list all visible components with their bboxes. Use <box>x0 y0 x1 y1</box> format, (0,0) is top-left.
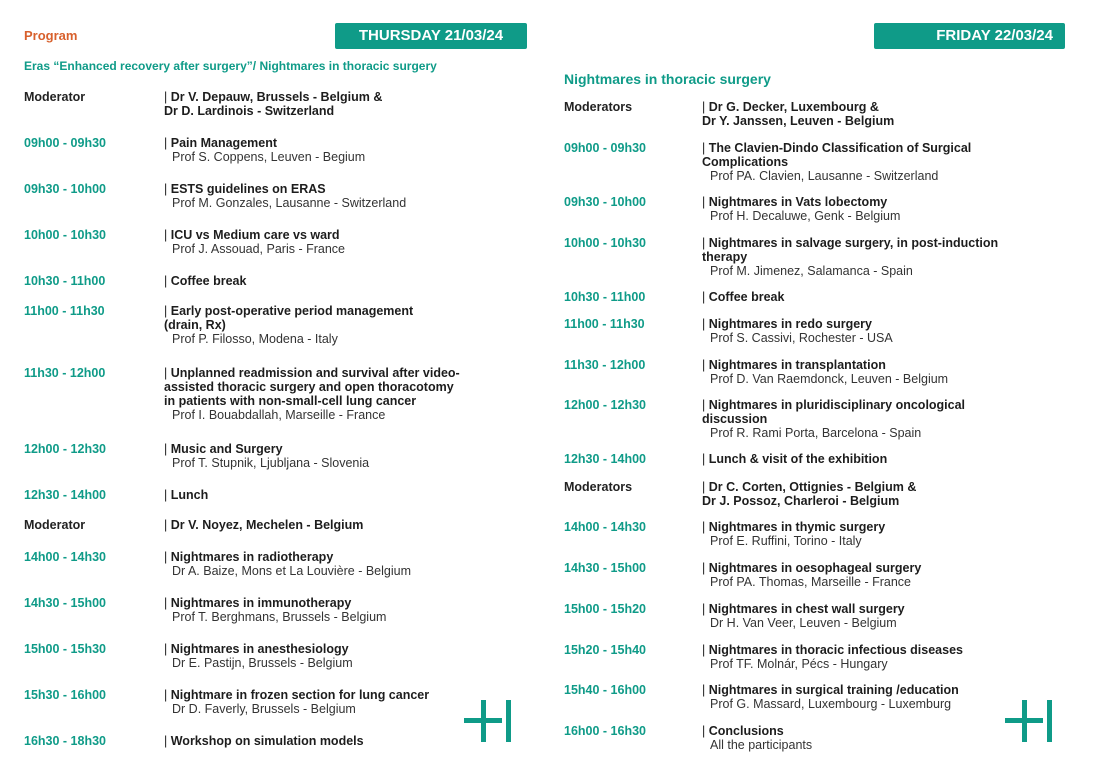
session-title: | Nightmares in chest wall surgery <box>702 602 905 616</box>
session-details <box>164 642 353 670</box>
session-title: | Nightmares in transplantation <box>702 358 948 372</box>
session-title: | Dr V. Depauw, Brussels - Belgium & <box>164 90 382 104</box>
session-details <box>702 683 959 711</box>
session-title: | ICU vs Medium care vs ward <box>164 228 345 242</box>
session-title: | Dr C. Corten, Ottignies - Belgium & <box>702 480 916 494</box>
session-time: Moderator <box>24 518 86 532</box>
session-title: assisted thoracic surgery and open thoracotomy <box>164 380 454 394</box>
plus-bar-logo-icon <box>1005 700 1059 744</box>
session-title: | Nightmares in oesophageal surgery <box>702 561 921 575</box>
session-details <box>702 643 963 671</box>
session-title: Dr D. Lardinois - Switzerland <box>164 104 335 118</box>
session-details <box>702 398 965 440</box>
session-title: | ESTS guidelines on ERAS <box>164 182 406 196</box>
session-speaker: Prof M. Jimenez, Salamanca - Spain <box>710 264 913 278</box>
session-details <box>164 550 411 578</box>
session-speaker: Prof S. Cassivi, Rochester - USA <box>710 331 893 345</box>
plus-bar-logo-icon <box>464 700 518 744</box>
session-title: | Conclusions <box>702 724 812 738</box>
session-speaker: Prof S. Coppens, Leuven - Begium <box>172 150 366 164</box>
session-title: | Nightmares in pluridisciplinary oncological <box>702 398 965 412</box>
session-time: 14h00 - 14h30 <box>24 550 106 564</box>
session-title: | Nightmares in redo surgery <box>702 317 893 331</box>
session-details <box>164 734 364 748</box>
session-speaker: Dr H. Van Veer, Leuven - Belgium <box>710 616 897 630</box>
session-time: 11h30 - 12h00 <box>24 366 106 380</box>
session-speaker: Prof H. Decaluwe, Genk - Belgium <box>710 209 901 223</box>
session-speaker: Prof J. Assouad, Paris - France <box>172 242 345 256</box>
session-details <box>702 195 900 223</box>
session-speaker: All the participants <box>710 738 813 752</box>
session-time: Moderators <box>564 100 633 114</box>
session-time: 09h30 - 10h00 <box>24 182 106 196</box>
session-speaker: Prof T. Stupnik, Ljubljana - Slovenia <box>172 456 370 470</box>
session-time: 16h30 - 18h30 <box>24 734 106 748</box>
session-time: 15h20 - 15h40 <box>564 643 646 657</box>
session-details <box>164 228 345 256</box>
session-details <box>164 442 369 470</box>
session-speaker: Prof TF. Molnár, Pécs - Hungary <box>710 657 888 671</box>
thursday-day-badge: THURSDAY 21/03/24 <box>335 23 527 49</box>
session-title: Dr J. Possoz, Charleroi - Belgium <box>702 494 900 508</box>
session-time: 15h00 - 15h30 <box>24 642 106 656</box>
session-title: | Nightmares in Vats lobectomy <box>702 195 900 209</box>
session-details <box>702 317 893 345</box>
session-title: | Nightmares in thymic surgery <box>702 520 885 534</box>
session-time: 14h30 - 15h00 <box>564 561 646 575</box>
session-speaker: Dr E. Pastijn, Brussels - Belgium <box>172 656 353 670</box>
session-title: Dr Y. Janssen, Leuven - Belgium <box>702 114 895 128</box>
session-time: 12h00 - 12h30 <box>24 442 106 456</box>
session-title: (drain, Rx) <box>164 318 226 332</box>
session-details <box>164 90 382 118</box>
session-speaker: Prof PA. Thomas, Marseille - France <box>710 575 911 589</box>
session-time: Moderators <box>564 480 633 494</box>
session-title: | Coffee break <box>164 274 246 288</box>
thursday-section-title: Eras “Enhanced recovery after surgery”/ Nightmares in thoracic surgery <box>24 59 437 73</box>
session-title: | Dr V. Noyez, Mechelen - Belgium <box>164 518 363 532</box>
session-speaker: Prof PA. Clavien, Lausanne - Switzerland <box>710 169 939 183</box>
session-time: 16h00 - 16h30 <box>564 724 646 738</box>
session-details <box>702 724 812 752</box>
session-title: | Lunch & visit of the exhibition <box>702 452 887 466</box>
session-speaker: Prof I. Bouabdallah, Marseille - France <box>172 408 386 422</box>
session-details <box>702 358 948 386</box>
session-title: | Early post-operative period management <box>164 304 413 318</box>
session-time: 12h30 - 14h00 <box>24 488 106 502</box>
session-speaker: Dr D. Faverly, Brussels - Belgium <box>172 702 356 716</box>
session-details <box>702 100 894 128</box>
session-title: | The Clavien-Dindo Classification of Surgical <box>702 141 971 155</box>
session-time: 11h00 - 11h30 <box>564 317 645 331</box>
session-speaker: Prof P. Filosso, Modena - Italy <box>172 332 338 346</box>
session-time: Moderator <box>24 90 86 104</box>
session-details <box>164 304 413 346</box>
session-speaker: Prof E. Ruffini, Torino - Italy <box>710 534 862 548</box>
session-speaker: Prof M. Gonzales, Lausanne - Switzerland <box>172 196 407 210</box>
session-details <box>164 596 386 624</box>
session-time: 11h30 - 12h00 <box>564 358 646 372</box>
session-title: | Nightmares in immunotherapy <box>164 596 386 610</box>
session-title: | Coffee break <box>702 290 784 304</box>
session-title: | Nightmares in surgical training /education <box>702 683 959 697</box>
session-details <box>164 518 363 532</box>
session-speaker: Prof R. Rami Porta, Barcelona - Spain <box>710 426 922 440</box>
session-title: in patients with non-small-cell lung cancer <box>164 394 417 408</box>
session-details <box>702 141 971 183</box>
session-time: 10h00 - 10h30 <box>24 228 106 242</box>
session-time: 10h00 - 10h30 <box>564 236 646 250</box>
session-time: 14h30 - 15h00 <box>24 596 106 610</box>
session-details <box>702 452 887 466</box>
session-time: 09h30 - 10h00 <box>564 195 646 209</box>
session-details <box>164 274 246 288</box>
session-time: 09h00 - 09h30 <box>564 141 646 155</box>
session-details <box>702 561 921 589</box>
session-speaker: Prof D. Van Raemdonck, Leuven - Belgium <box>710 372 949 386</box>
session-title: | Dr G. Decker, Luxembourg & <box>702 100 894 114</box>
session-details <box>702 236 998 278</box>
session-title: discussion <box>702 412 768 426</box>
session-details <box>164 182 406 210</box>
session-time: 12h30 - 14h00 <box>564 452 646 466</box>
session-speaker: Dr A. Baize, Mons et La Louvière - Belgium <box>172 564 412 578</box>
session-details <box>702 290 784 304</box>
session-time: 15h30 - 16h00 <box>24 688 106 702</box>
session-details <box>702 520 885 548</box>
session-time: 14h00 - 14h30 <box>564 520 646 534</box>
session-details <box>702 480 916 508</box>
session-speaker: Prof T. Berghmans, Brussels - Belgium <box>172 610 387 624</box>
session-title: | Lunch <box>164 488 208 502</box>
session-time: 15h40 - 16h00 <box>564 683 646 697</box>
session-title: | Music and Surgery <box>164 442 369 456</box>
friday-section-title: Nightmares in thoracic surgery <box>564 71 771 87</box>
session-title: | Unplanned readmission and survival after video- <box>164 366 460 380</box>
session-details <box>164 688 429 716</box>
session-time: 10h30 - 11h00 <box>564 290 646 304</box>
friday-day-badge: FRIDAY 22/03/24 <box>874 23 1065 49</box>
session-title: | Nightmares in radiotherapy <box>164 550 411 564</box>
session-details <box>164 136 365 164</box>
session-time: 10h30 - 11h00 <box>24 274 106 288</box>
session-speaker: Prof G. Massard, Luxembourg - Luxemburg <box>710 697 952 711</box>
session-details <box>702 602 905 630</box>
session-time: 12h00 - 12h30 <box>564 398 646 412</box>
session-time: 11h00 - 11h30 <box>24 304 105 318</box>
session-title: | Nightmares in anesthesiology <box>164 642 353 656</box>
session-title: Complications <box>702 155 789 169</box>
session-title: | Nightmare in frozen section for lung cancer <box>164 688 429 702</box>
session-time: 15h00 - 15h20 <box>564 602 646 616</box>
session-details <box>164 366 460 422</box>
session-title: | Pain Management <box>164 136 365 150</box>
session-time: 09h00 - 09h30 <box>24 136 106 150</box>
session-title: | Nightmares in salvage surgery, in post-induction <box>702 236 998 250</box>
session-title: | Workshop on simulation models <box>164 734 364 748</box>
session-title: | Nightmares in thoracic infectious diseases <box>702 643 963 657</box>
session-details <box>164 488 208 502</box>
session-title: therapy <box>702 250 748 264</box>
program-label: Program <box>24 28 78 43</box>
